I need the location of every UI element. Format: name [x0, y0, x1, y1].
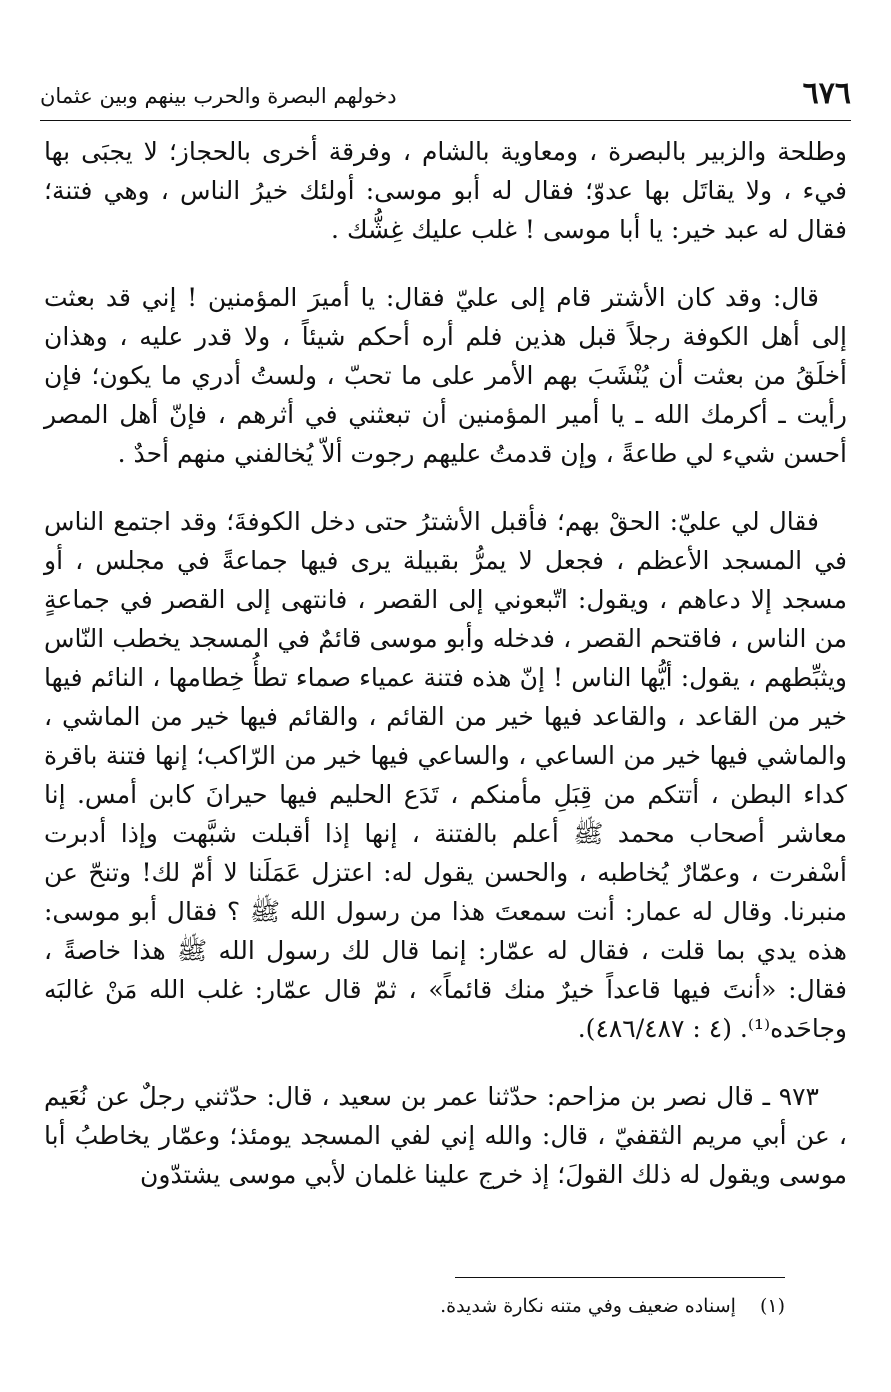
- running-header: [40, 74, 851, 114]
- main-text: [44, 132, 847, 1223]
- paragraph-continuation: وطلحة والزبير بالبصرة ، ومعاوية بالشام ، وفرقة أخرى بالحجاز؛ لا يجبَى بها فيء ، ولا يقاتَل بها عدوّ؛ فقال له أبو موسى: أولئك خيرُ الناس ، وهي فتنة؛ فقال له عبد خير: يا أبا موسى ! غلب عليك غِشُّك .: [44, 137, 847, 244]
- footnote: [85, 1292, 785, 1320]
- page-number: ٦٧٦: [802, 76, 851, 111]
- footnote-text: إسناده ضعيف وفي متنه نكارة شديدة.: [440, 1295, 736, 1317]
- running-title: دخولهم البصرة والحرب بينهم وبين عثمان: [40, 84, 397, 108]
- paragraph-narration-973: ٩٧٣ ـ قال نصر بن مزاحم: حدّثنا عمر بن سعيد ، قال: حدّثني رجلٌ عن نُعَيم ، عن أبي مريم الثقفيّ ، قال: والله إني لفي المسجد يومئذ؛ وعمّار يخاطبُ أبا موسى ويقول له ذلك القولَ؛ إذ خرج علينا غلمان لأبي موسى يشتدّون: [44, 1082, 847, 1189]
- paragraph-ashtar: قال: وقد كان الأشتر قام إلى عليّ فقال: يا أميرَ المؤمنين ! إني قد بعثت إلى أهل الكوفة رجلاً قبل هذين فلم أره أحكم شيئاً ، ولا قدر عليه ، وهذان أخلَقُ من بعثت أن يُنْشَبَ بهم الأمر على ما تحبّ ، ولستُ أدري ما يكون؛ فإن رأيت ـ أكرمك الله ـ يا أمير المؤمنين أن تبعثني في أثرهم ، فإنّ أهل المصر أحسن شيء لي طاعةً ، وإن قدمتُ عليهم رجوت ألاّ يُخالفني منهم أحدٌ .: [44, 283, 847, 468]
- paragraph-kufa: فقال لي عليّ: الحقْ بهم؛ فأقبل الأشترُ حتى دخل الكوفةَ؛ وقد اجتمع الناس في المسجد الأعظم ، فجعل لا يمرُّ بقبيلة يرى فيها جماعةً في مجلس ، أو مسجد إلا دعاهم ، ويقول: اتّبعوني إلى القصر ، فانتهى إلى القصر في جماعةٍ من الناس ، فاقتحم القصر ، فدخله وأبو موسى قائمٌ في المسجد يخطب النّاس ويثبِّطهم ، يقول: أيُّها الناس ! إنّ هذه فتنة عمياء صماء تطأُ خِطامها ، النائم فيها خير من القاعد ، والقاعد فيها خير من القائم ، والقائم فيها خير من الماشي ، والماشي فيها خير من الساعي ، والساعي فيها خير من الرّاكب؛ إنها فتنة باقرة كداء البطن ، أتتكم من قِبَلِ مأمنكم ، تَدَع الحليم فيها حيرانَ كابن أمس. إنا معاشر أصحاب محمد ﷺ أعلم بالفتنة ، إنها إذا أقبلت شبَّهت وإذا أدبرت أسْفرت ، وعمّارٌ يُخاطبه ، والحسن يقول له: اعتزل عَمَلَنا لا أمّ لك! وتنحّ عن منبرنا. وقال له عمار: أنت سمعتَ هذا من رسول الله ﷺ ؟ فقال أبو موسى: هذه يدي بما قلت ، فقال له عمّار: إنما قال لك رسول الله ﷺ هذا خاصةً ، فقال: «أنتَ فيها قاعداً خيرٌ منك قائماً» ، ثمّ قال عمّار: غلب الله مَنْ غالبَه وجاحَده⁽¹⁾. (٤ : ٤٨٦/٤٨٧).: [44, 507, 847, 1043]
- footnote-divider: [455, 1277, 785, 1278]
- footnote-marker: (١): [759, 1295, 785, 1317]
- header-divider: [40, 120, 851, 121]
